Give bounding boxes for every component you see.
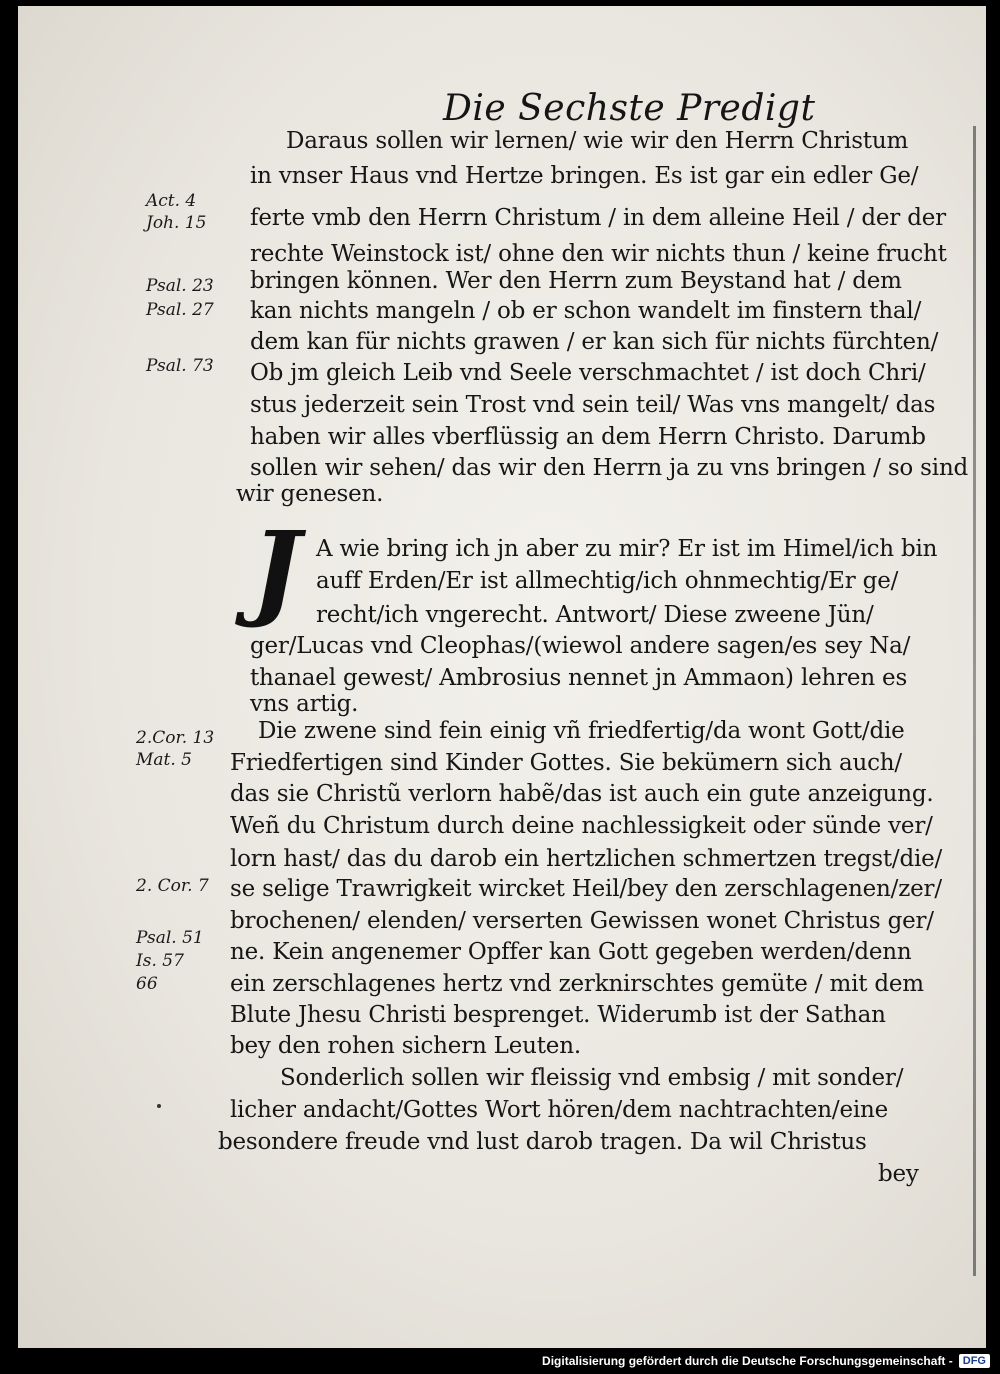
text-line: ein zerschlagenes hertz vnd zerknirschtes gemüte / mit dem [230,971,924,997]
text-line: rechte Weinstock ist/ ohne den wir nichts thun / keine frucht [250,241,947,267]
text-line: A wie bring ich jn aber zu mir? Er ist im Himel/ich bin [316,536,938,562]
text-line: ne. Kein angenemer Opffer kan Gott gegeben werden/denn [230,939,912,965]
text-line: in vnser Haus vnd Hertze bringen. Es ist gar ein edler Ge/ [250,163,919,189]
text-line: das sie Christũ verlorn habẽ/das ist auch ein gute anzeigung. [230,781,934,807]
margin-note: Psal. 73 [146,356,214,376]
text-line: haben wir alles vberflüssig an dem Herrn Christo. Darumb [250,424,926,450]
text-line: recht/ich vngerecht. Antwort/ Diese zweene Jün/ [316,602,874,628]
text-line: Sonderlich sollen wir fleissig vnd embsig / mit sonder/ [280,1065,904,1091]
text-line: licher andacht/Gottes Wort hören/dem nachtrachten/eine [230,1097,889,1123]
margin-note: 66 [136,974,158,994]
scanned-page [18,6,986,1348]
text-line: Weñ du Christum durch deine nachlessigkeit oder sünde ver/ [230,813,933,839]
text-line: ferte vmb den Herrn Christum / in dem alleine Heil / der der [250,205,946,231]
text-line: vns artig. [250,691,359,717]
text-line: Blute Jhesu Christi besprenget. Widerumb ist der Sathan [230,1002,886,1028]
margin-note: Psal. 51 [136,928,204,948]
text-line: ger/Lucas vnd Cleophas/(wiewol andere sagen/es sey Na/ [250,633,911,659]
text-line: dem kan für nichts grawen / er kan sich für nichts fürchten/ [250,329,939,355]
margin-note: Mat. 5 [136,750,192,770]
text-line: sollen wir sehen/ das wir den Herrn ja zu vns bringen / so sind [250,455,969,481]
ink-speck [157,1104,161,1108]
margin-note: 2. Cor. 7 [136,876,209,896]
margin-note: Act. 4 [146,191,197,211]
margin-note: Joh. 15 [146,213,207,233]
text-line: Daraus sollen wir lernen/ wie wir den Herrn Christum [286,128,909,154]
text-line: kan nichts mangeln / ob er schon wandelt im finstern thal/ [250,298,922,324]
text-line: Ob jm gleich Leib vnd Seele verschmachtet / ist doch Chri/ [250,360,926,386]
text-line: besondere freude vnd lust darob tragen. Da wil Christus [218,1129,867,1155]
margin-note: Psal. 23 [146,276,214,296]
drop-cap-initial: J [251,508,301,631]
page-title: Die Sechste Predigt [443,88,816,129]
text-line: bringen können. Wer den Herrn zum Beystand hat / dem [250,268,902,294]
text-line: thanael gewest/ Ambrosius nennet jn Ammaon) lehren es [250,665,908,691]
text-line: se selige Trawrigkeit wircket Heil/bey den zerschlagenen/zer/ [230,876,942,902]
text-line: lorn hast/ das du darob ein hertzlichen schmertzen tregst/die/ [230,846,943,872]
page-edge-shadow [973,126,976,1276]
catchword: bey [878,1161,919,1187]
text-line: wir genesen. [236,481,384,507]
dfg-logo-icon: DFG [959,1354,990,1368]
text-line: brochenen/ elenden/ verserten Gewissen wonet Christus ger/ [230,908,934,934]
text-line: stus jederzeit sein Trost vnd sein teil/ Was vns mangelt/ das [250,392,936,418]
margin-note: Is. 57 [136,951,184,971]
margin-note: Psal. 27 [146,300,214,320]
text-line: Die zwene sind fein einig vñ friedfertig/da wont Gott/die [258,718,905,744]
footer-credit: Digitalisierung gefördert durch die Deutsche Forschungsgemeinschaft - [542,1354,953,1368]
text-line: Friedfertigen sind Kinder Gottes. Sie bekümern sich auch/ [230,750,902,776]
text-line: bey den rohen sichern Leuten. [230,1033,581,1059]
margin-note: 2.Cor. 13 [136,728,215,748]
text-line: auff Erden/Er ist allmechtig/ich ohnmechtig/Er ge/ [316,568,899,594]
footer-bar [0,1348,1000,1374]
